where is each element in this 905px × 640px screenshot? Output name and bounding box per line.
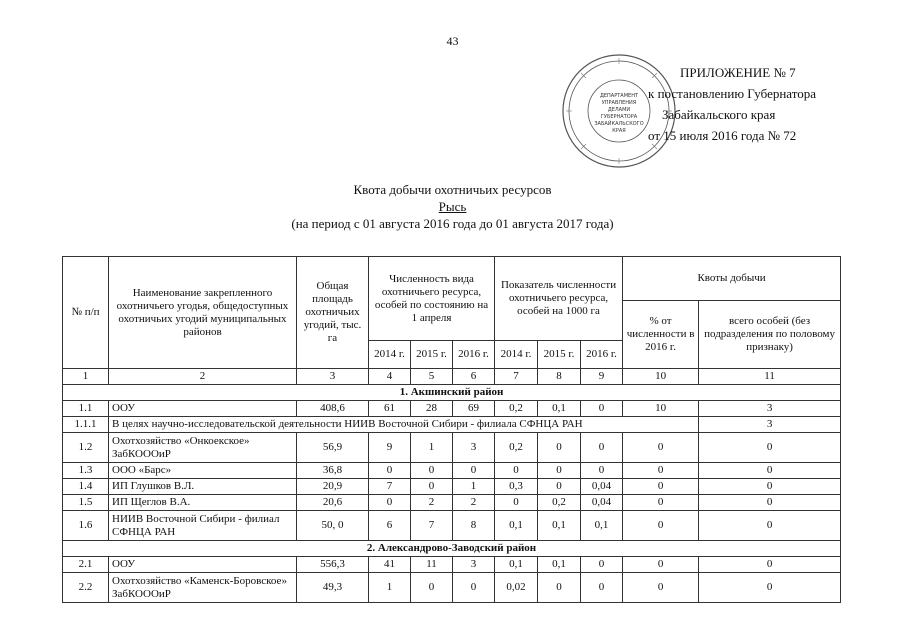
- cell-value: 7: [369, 479, 411, 495]
- cell-num: 1.3: [63, 463, 109, 479]
- column-number: 2: [109, 369, 297, 385]
- header-year: 2014 г.: [495, 341, 538, 369]
- cell-value: 0,1: [581, 511, 623, 541]
- column-number-row: [63, 369, 841, 385]
- header-total: всего особей (без подразделения по половому признаку): [699, 301, 841, 369]
- cell-value: 10: [623, 401, 699, 417]
- cell-name: ООО «Барс»: [109, 463, 297, 479]
- header-year: 2016 г.: [453, 341, 495, 369]
- column-number: 5: [411, 369, 453, 385]
- document-heading: [0, 181, 905, 232]
- column-number: 1: [63, 369, 109, 385]
- cell-value: 0: [369, 463, 411, 479]
- header-area: Общая площадь охотничьих угодий, тыс. га: [297, 257, 369, 369]
- cell-value: 11: [411, 557, 453, 573]
- appendix-title: ПРИЛОЖЕНИЕ № 7: [680, 65, 796, 80]
- svg-text:КРАЯ: КРАЯ: [612, 128, 626, 134]
- cell-name: НИИВ Восточной Сибири - филиал СФНЦА РАН: [109, 511, 297, 541]
- cell-value: 0: [699, 479, 841, 495]
- cell-num: 1.6: [63, 511, 109, 541]
- cell-value: 0: [411, 463, 453, 479]
- header-density: Показатель численности охотничьего ресурса, особей на 1000 га: [495, 257, 623, 341]
- cell-value: 50, 0: [297, 511, 369, 541]
- cell-value: 0: [699, 573, 841, 603]
- cell-value: 0,3: [495, 479, 538, 495]
- cell-name: ИП Глушков В.Л.: [109, 479, 297, 495]
- cell-value: 0,2: [538, 495, 581, 511]
- cell-value: 3: [699, 401, 841, 417]
- cell-value: 7: [411, 511, 453, 541]
- cell-num: 2.1: [63, 557, 109, 573]
- quota-table: [62, 256, 841, 603]
- header-num: № п/п: [63, 257, 109, 369]
- period-text: (на период с 01 августа 2016 года до 01 августа 2017 года): [291, 216, 614, 231]
- cell-name: Охотхозяйство «Каменск-Боровское» ЗабКОООиР: [109, 573, 297, 603]
- cell-value: 0: [538, 433, 581, 463]
- appendix-line: от 15 июля 2016 года № 72: [648, 128, 797, 143]
- cell-value: 49,3: [297, 573, 369, 603]
- cell-value: 0: [699, 495, 841, 511]
- cell-value: 9: [369, 433, 411, 463]
- cell-value: 0: [623, 573, 699, 603]
- svg-text:УПРАВЛЕНИЯ: УПРАВЛЕНИЯ: [601, 100, 637, 106]
- cell-value: 41: [369, 557, 411, 573]
- table-row: [63, 401, 841, 417]
- cell-value: 2: [453, 495, 495, 511]
- cell-num: 1.1.1: [63, 417, 109, 433]
- section-row: [63, 541, 841, 557]
- cell-value: 0: [453, 573, 495, 603]
- cell-value: 0: [411, 573, 453, 603]
- appendix-block: [618, 62, 816, 146]
- header-population: Численность вида охотничьего ресурса, особей по состоянию на 1 апреля: [369, 257, 495, 341]
- document-title: Квота добычи охотничьих ресурсов: [353, 182, 552, 197]
- cell-num: 2.2: [63, 573, 109, 603]
- cell-value: 0: [581, 401, 623, 417]
- cell-num: 1.1: [63, 401, 109, 417]
- cell-value: 0,1: [538, 557, 581, 573]
- cell-value: 0: [495, 495, 538, 511]
- cell-value: 556,3: [297, 557, 369, 573]
- cell-value: 69: [453, 401, 495, 417]
- cell-name: Охотхозяйство «Онкоекское» ЗабКОООиР: [109, 433, 297, 463]
- appendix-line: Забайкальского края: [662, 107, 776, 122]
- appendix-line: к постановлению Губернатора: [648, 86, 817, 101]
- header-name: Наименование закрепленного охотничьего угодья, общедоступных охотничьих угодий муниципальных районов: [109, 257, 297, 369]
- cell-value: 8: [453, 511, 495, 541]
- cell-value: 0: [581, 463, 623, 479]
- cell-value: 0: [538, 463, 581, 479]
- cell-value: 0,1: [495, 511, 538, 541]
- column-number: 4: [369, 369, 411, 385]
- page-number: 43: [446, 34, 459, 48]
- cell-value: 0: [699, 463, 841, 479]
- cell-value: 0: [411, 479, 453, 495]
- table-row: [63, 573, 841, 603]
- svg-text:ЗАБАЙКАЛЬСКОГО: ЗАБАЙКАЛЬСКОГО: [594, 121, 644, 127]
- cell-value: 0,04: [581, 495, 623, 511]
- column-number: 9: [581, 369, 623, 385]
- cell-value: 3: [453, 433, 495, 463]
- section-title: 2. Александрово-Заводский район: [63, 541, 841, 557]
- cell-span-text: В целях научно-исследовательской деятельности НИИВ Восточной Сибири - филиала СФНЦА РАН: [109, 417, 699, 433]
- column-number: 7: [495, 369, 538, 385]
- table-row: [63, 511, 841, 541]
- column-number: 3: [297, 369, 369, 385]
- column-number: 8: [538, 369, 581, 385]
- cell-value: 0: [581, 573, 623, 603]
- cell-value: 0,1: [538, 511, 581, 541]
- species-title: Рысь: [438, 199, 467, 214]
- cell-value: 0: [699, 511, 841, 541]
- cell-value: 0: [538, 479, 581, 495]
- cell-value: 408,6: [297, 401, 369, 417]
- header-year: 2015 г.: [538, 341, 581, 369]
- cell-value: 0: [453, 463, 495, 479]
- cell-value: 0: [581, 433, 623, 463]
- cell-value: 0: [623, 511, 699, 541]
- cell-value: 56,9: [297, 433, 369, 463]
- table-row: [63, 479, 841, 495]
- cell-value: 0: [623, 495, 699, 511]
- column-number: 6: [453, 369, 495, 385]
- table-row: [63, 557, 841, 573]
- cell-value: 20,9: [297, 479, 369, 495]
- cell-value: 0: [495, 463, 538, 479]
- column-number: 10: [623, 369, 699, 385]
- cell-value: 1: [411, 433, 453, 463]
- cell-value: 0: [581, 557, 623, 573]
- cell-num: 1.4: [63, 479, 109, 495]
- header-quotas: Квоты добычи: [623, 257, 841, 301]
- section-title: 1. Акшинский район: [63, 385, 841, 401]
- cell-value: 6: [369, 511, 411, 541]
- header-year: 2014 г.: [369, 341, 411, 369]
- cell-value: 28: [411, 401, 453, 417]
- cell-value: 0: [623, 557, 699, 573]
- cell-value: 0: [623, 479, 699, 495]
- cell-value: 0: [538, 573, 581, 603]
- table-row: [63, 417, 841, 433]
- header-pct: % от численности в 2016 г.: [623, 301, 699, 369]
- cell-value: 0,1: [538, 401, 581, 417]
- cell-name: ООУ: [109, 401, 297, 417]
- cell-value: 36,8: [297, 463, 369, 479]
- cell-value: 0: [699, 557, 841, 573]
- header-year: 2015 г.: [411, 341, 453, 369]
- cell-value: 61: [369, 401, 411, 417]
- cell-value: 1: [453, 479, 495, 495]
- cell-value: 0: [623, 463, 699, 479]
- cell-value: 0,1: [495, 557, 538, 573]
- cell-value: 0,02: [495, 573, 538, 603]
- table-row: [63, 463, 841, 479]
- svg-text:ДЕПАРТАМЕНТ: ДЕПАРТАМЕНТ: [599, 93, 639, 99]
- table-row: [63, 433, 841, 463]
- header-year: 2016 г.: [581, 341, 623, 369]
- svg-text:ДЕЛАМИ: ДЕЛАМИ: [607, 107, 631, 113]
- cell-num: 1.2: [63, 433, 109, 463]
- cell-value: 0,2: [495, 433, 538, 463]
- cell-value: 0,2: [495, 401, 538, 417]
- svg-text:ГУБЕРНАТОРА: ГУБЕРНАТОРА: [600, 114, 638, 120]
- cell-value: 20,6: [297, 495, 369, 511]
- cell-value: 0: [369, 495, 411, 511]
- table-row: [63, 495, 841, 511]
- cell-value: 3: [453, 557, 495, 573]
- section-row: [63, 385, 841, 401]
- cell-value: 2: [411, 495, 453, 511]
- cell-value: 3: [699, 417, 841, 433]
- cell-num: 1.5: [63, 495, 109, 511]
- cell-value: 0: [699, 433, 841, 463]
- cell-name: ИП Щеглов В.А.: [109, 495, 297, 511]
- cell-name: ООУ: [109, 557, 297, 573]
- cell-value: 0: [623, 433, 699, 463]
- column-number: 11: [699, 369, 841, 385]
- cell-value: 1: [369, 573, 411, 603]
- cell-value: 0,04: [581, 479, 623, 495]
